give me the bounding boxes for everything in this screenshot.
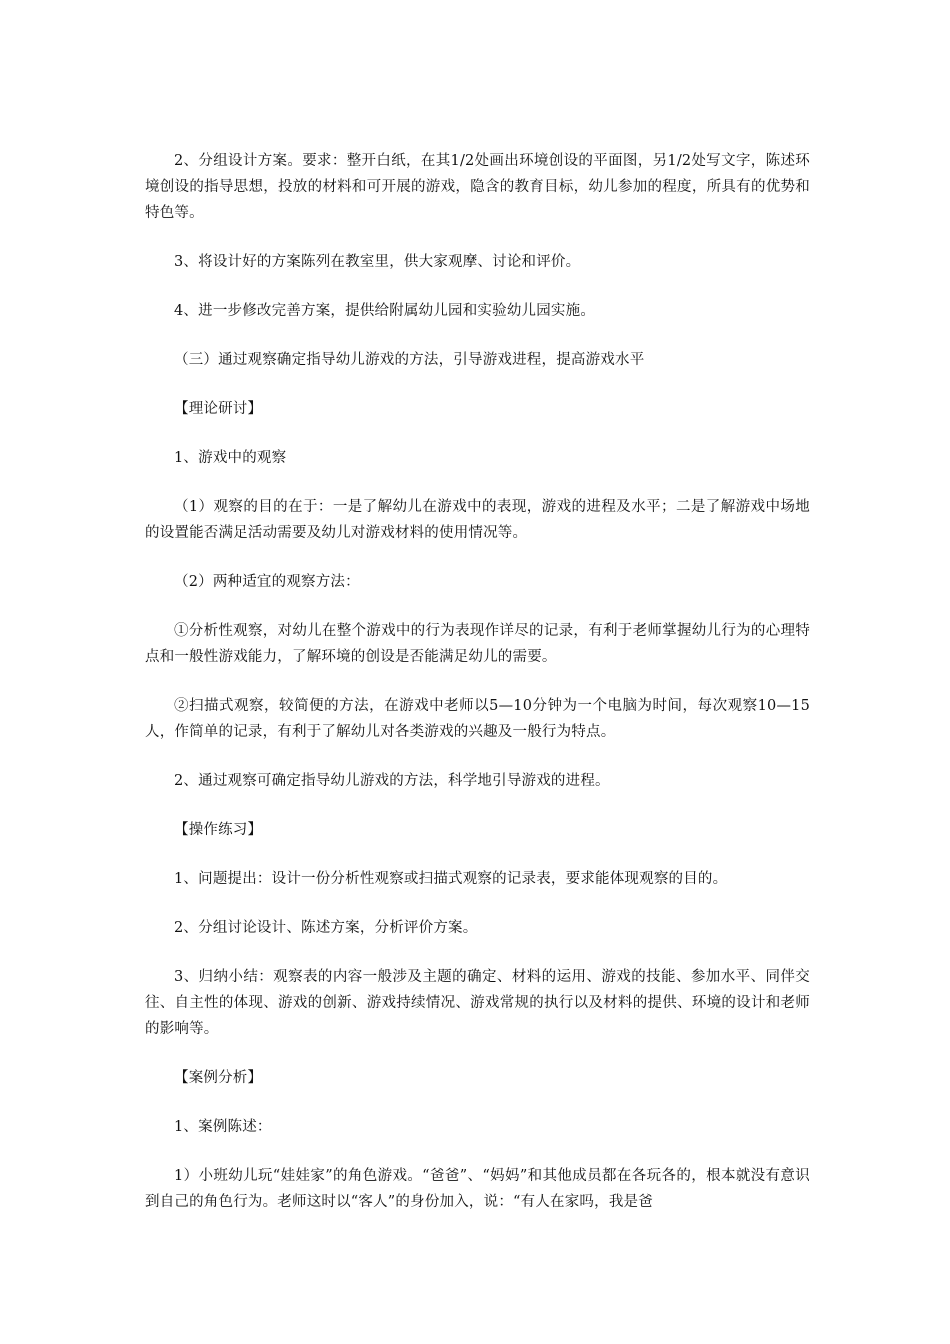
- paragraph: 1）小班幼儿玩“娃娃家”的角色游戏。“爸爸”、“妈妈”和其他成员都在各玩各的，根本就没有意识到自己的角色行为。老师这时以“客人”的身份加入，说：“有人在家吗，我是爸: [145, 1168, 810, 1210]
- paragraph: ①分析性观察，对幼儿在整个游戏中的行为表现作详尽的记录，有利于老师掌握幼儿行为的心理特点和一般性游戏能力，了解环境的创设是否能满足幼儿的需要。: [145, 623, 810, 665]
- paragraph: 2、分组设计方案。要求：整开白纸，在其1/2处画出环境创设的平面图，另1/2处写文字，陈述环境创设的指导思想，投放的材料和可开展的游戏，隐含的教育目标，幼儿参加的程度，所具有的优势和特色等。: [145, 153, 810, 221]
- paragraph: 1、案例陈述：: [174, 1119, 272, 1135]
- paragraph: （1）观察的目的在于：一是了解幼儿在游戏中的表现，游戏的进程及水平；二是了解游戏中场地的设置能否满足活动需要及幼儿对游戏材料的使用情况等。: [145, 499, 810, 541]
- subsection-heading: 【案例分析】: [174, 1070, 263, 1086]
- paragraph: 2、通过观察可确定指导幼儿游戏的方法，科学地引导游戏的进程。: [174, 773, 610, 789]
- paragraph: ②扫描式观察，较简便的方法，在游戏中老师以5—10分钟为一个电脑为时间，每次观察10—15人，作简单的记录，有利于了解幼儿对各类游戏的兴趣及一般行为特点。: [145, 698, 810, 740]
- subsection-heading: 【操作练习】: [174, 822, 263, 838]
- paragraph: 1、问题提出：设计一份分析性观察或扫描式观察的记录表，要求能体现观察的目的。: [174, 871, 728, 887]
- paragraph: 1、游戏中的观察: [174, 450, 287, 466]
- paragraph: 4、进一步修改完善方案，提供给附属幼儿园和实验幼儿园实施。: [174, 303, 596, 319]
- section-heading: （三）通过观察确定指导幼儿游戏的方法，引导游戏进程，提高游戏水平: [174, 352, 645, 368]
- paragraph: 3、归纳小结：观察表的内容一般涉及主题的确定、材料的运用、游戏的技能、参加水平、同伴交往、自主性的体现、游戏的创新、游戏持续情况、游戏常规的执行以及材料的提供、环境的设计和老师的影响等。: [145, 969, 810, 1037]
- document-body: [145, 148, 810, 1238]
- subsection-heading: 【理论研讨】: [174, 401, 263, 417]
- paragraph: （2）两种适宜的观察方法：: [174, 574, 360, 590]
- paragraph: 2、分组讨论设计、陈述方案，分析评价方案。: [174, 920, 478, 936]
- paragraph: 3、将设计好的方案陈列在教室里，供大家观摩、讨论和评价。: [174, 254, 581, 270]
